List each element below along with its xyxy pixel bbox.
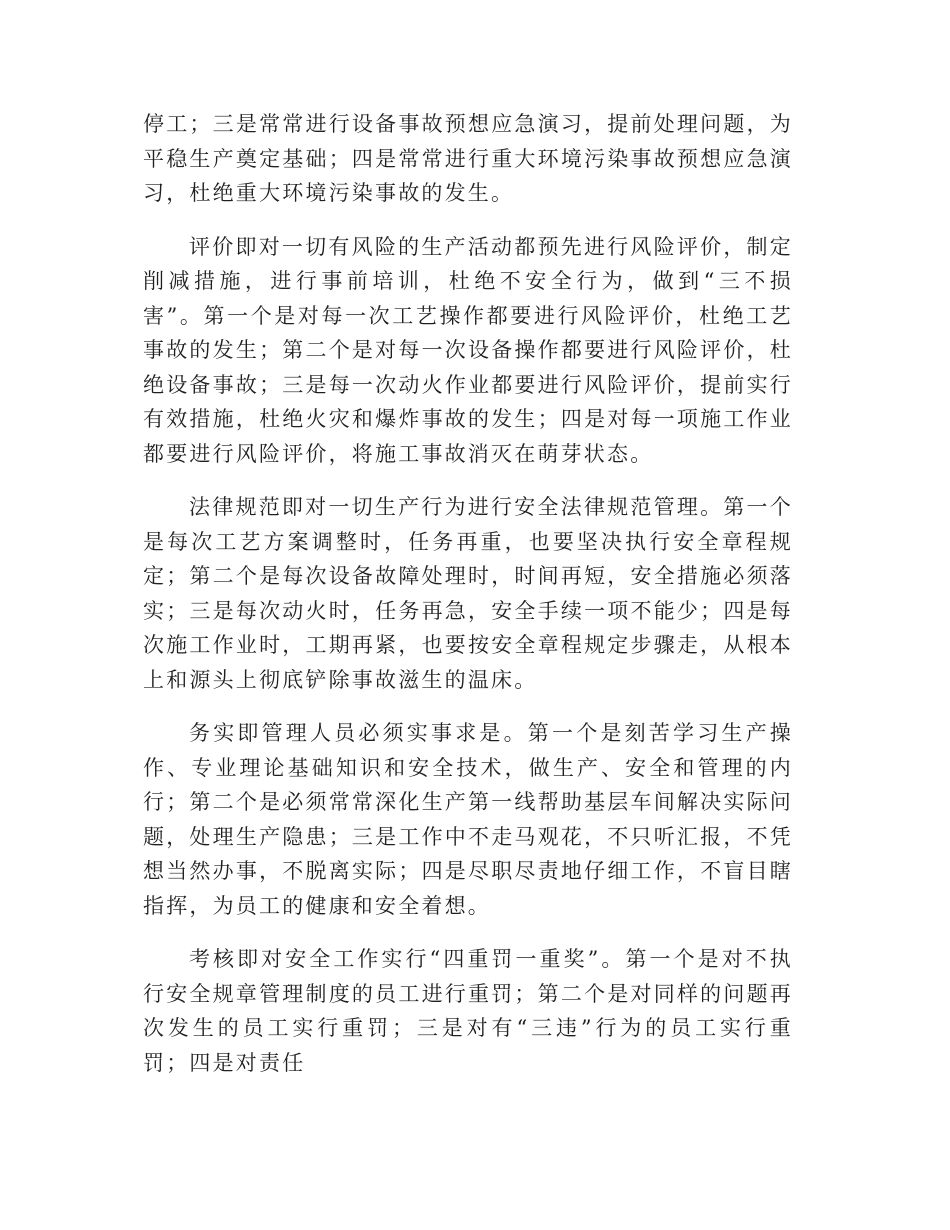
document-body bbox=[143, 107, 793, 1099]
paragraph-pragmatism: 务实即管理人员必须实事求是。第一个是刻苦学习生产操作、专业理论基础知识和安全技术，做生产、安全和管理的内行；第二个是必须常常深化生产第一线帮助基层车间解决实际问题，处理生产隐患；三是工作中不走马观花，不只听汇报，不凭想当然办事，不脱离实际；四是尽职尽责地仔细工作，不盲目瞎指挥，为员工的健康和安全着想。 bbox=[143, 721, 793, 918]
paragraph-assessment: 考核即对安全工作实行“四重罚一重奖”。第一个是对不执行安全规章管理制度的员工进行重罚；第二个是对同样的问题再次发生的员工实行重罚；三是对有“三违”行为的员工实行重罚；四是对责任 bbox=[143, 947, 793, 1075]
paragraph-continuation: 停工；三是常常进行设备事故预想应急演习，提前处理问题，为平稳生产奠定基础；四是常常进行重大环境污染事故预想应急演习，杜绝重大环境污染事故的发生。 bbox=[143, 112, 793, 205]
paragraph-evaluation: 评价即对一切有风险的生产活动都预先进行风险评价，制定削减措施，进行事前培训，杜绝不安全行为，做到“三不损害”。第一个是对每一次工艺操作都要进行风险评价，杜绝工艺事故的发生；第二个是对每一次设备操作都要进行风险评价，杜绝设备事故；三是每一次动火作业都要进行风险评价，提前实行有效措施，杜绝火灾和爆炸事故的发生；四是对每一项施工作业都要进行风险评价，将施工事故消灭在萌芽状态。 bbox=[143, 234, 793, 466]
paragraph-legal-norms: 法律规范即对一切生产行为进行安全法律规范管理。第一个是每次工艺方案调整时，任务再重，也要坚决执行安全章程规定；第二个是每次设备故障处理时，时间再短，安全措施必须落实；三是每次动火时，任务再急，安全手续一项不能少；四是每次施工作业时，工期再紧，也要按安全章程规定步骤走，从根本上和源头上彻底铲除事故滋生的温床。 bbox=[143, 495, 793, 692]
